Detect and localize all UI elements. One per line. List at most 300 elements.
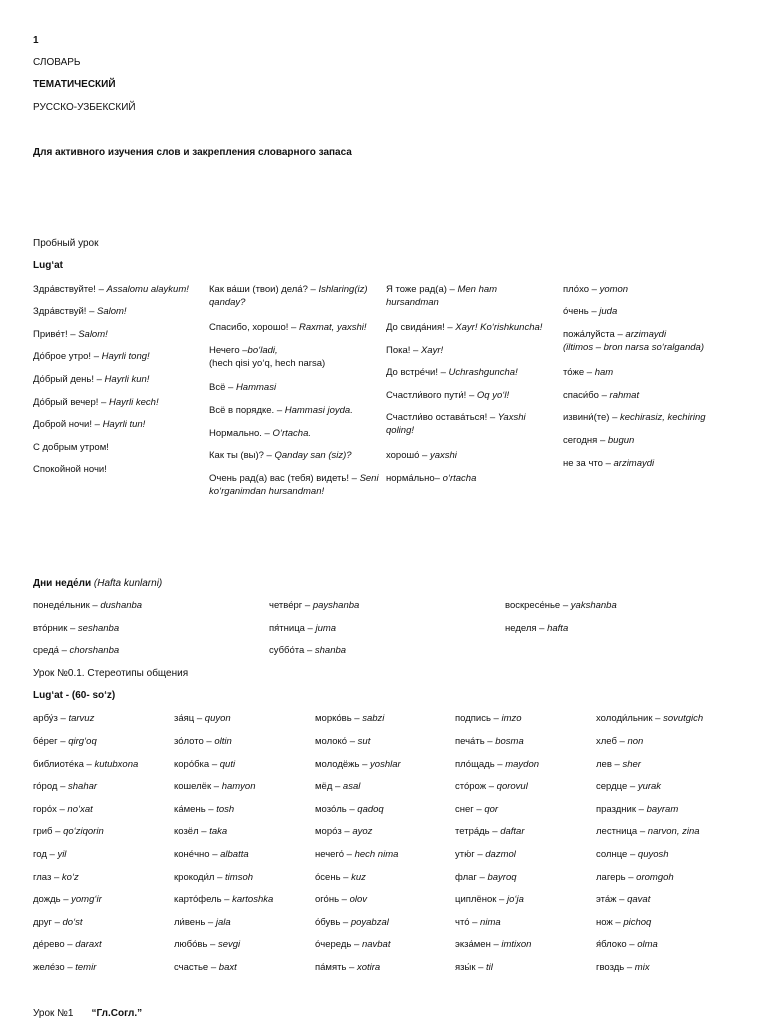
vocab-ru: бе́рег – — [33, 736, 69, 747]
vocab-uz: o‘rtacha — [442, 473, 477, 484]
vocab-uz: Qanday san (siz)? — [274, 450, 352, 461]
vocab-entry — [315, 848, 398, 861]
vocab-ru: Очень рад(а) вас (тебя) видеть! – — [209, 473, 360, 484]
vocab-ru: желе́зо – — [33, 962, 76, 973]
vocab-entry — [596, 893, 650, 906]
vocab-uz: temir — [75, 962, 97, 973]
vocab-uz: yomon — [599, 284, 629, 295]
vocab-entry — [455, 780, 528, 793]
vocab-entry — [455, 758, 539, 771]
vocab-ru: язы́к – — [455, 962, 487, 973]
vocab-entry — [315, 803, 384, 816]
vocab-ru: о́бувь – — [315, 917, 351, 928]
vocab-ru: сердце – — [596, 781, 638, 792]
vocab-ru: Доброй ночи! – — [33, 419, 103, 430]
vocab-entry — [596, 938, 658, 951]
vocab-ru: извини́(те) – — [563, 412, 620, 423]
vocab-ru: понеде́льник – — [33, 600, 101, 611]
vocab-entry — [563, 305, 738, 318]
vocab-uz: rahmat — [609, 390, 640, 401]
vocab-entry — [563, 283, 738, 296]
vocab-uz: dazmol — [485, 849, 516, 860]
vocab-uz: Men ham hursandman — [386, 284, 498, 308]
vocab-uz: Seni ko‘rganimdan hursandman! — [209, 473, 379, 497]
vocab-entry — [455, 735, 524, 748]
vocab-uz: chorshanba — [69, 645, 120, 656]
vocab-uz: imtixon — [501, 939, 532, 950]
vocab-uz: non — [627, 736, 644, 747]
vocab-uz: hamyon — [221, 781, 256, 792]
vocab-ru: С добрым утром! — [33, 442, 109, 453]
vocab-ru: пя́тница – — [269, 623, 316, 634]
vocab-uz: timsoh — [225, 872, 254, 883]
vocab-ru: о́чень – — [563, 306, 600, 317]
vocab-uz: narvon, zina — [647, 826, 700, 837]
doc-title-line3: РУССКО-УЗБЕКСКИЙ — [33, 102, 136, 113]
vocab-ru: го́род – — [33, 781, 69, 792]
lesson1-title: Урок №1 — [33, 1008, 74, 1019]
vocab-uz: hech nima — [354, 849, 399, 860]
vocab-ru: за́яц – — [174, 713, 205, 724]
vocab-ru: До́брый вечер! – — [33, 397, 109, 408]
vocab-entry — [563, 457, 738, 470]
vocab-ru: друг – — [33, 917, 63, 928]
vocab-ru: хорошо́ – — [386, 450, 430, 461]
vocab-entry — [563, 366, 738, 379]
vocab-uz: qadoq — [357, 804, 384, 815]
vocab-ru: сегодня – — [563, 435, 608, 446]
vocab-ru: нечего́ – — [315, 849, 355, 860]
vocab-ru: лагерь – — [596, 872, 637, 883]
vocab-entry — [315, 780, 360, 793]
vocab-ru: Счастли́во остава́ться! – — [386, 412, 498, 423]
vocab-ru: До́брое утро! – — [33, 351, 102, 362]
vocab-ru: о́сень – — [315, 872, 352, 883]
vocab-ru: Пока! – — [386, 345, 421, 356]
trial-lesson-heading: Lug‘at — [33, 260, 63, 271]
vocab-uz: shanba — [314, 645, 347, 656]
vocab-uz: no‘xat — [67, 804, 93, 815]
vocab-entry — [386, 449, 551, 462]
weekdays-heading-line — [33, 577, 162, 590]
vocab-uz: yakshanba — [570, 600, 617, 611]
vocab-ru: снег – — [455, 804, 485, 815]
vocab-ru: не за что – — [563, 458, 614, 469]
vocab-ru: спаси́бо – — [563, 390, 610, 401]
vocab-ru: Нечего – — [209, 345, 248, 356]
vocab-ru: Всё – — [209, 382, 236, 393]
vocab-entry — [315, 961, 380, 974]
vocab-ru: горо́х – — [33, 804, 68, 815]
vocab-entry — [269, 599, 359, 612]
vocab-uz: mix — [634, 962, 650, 973]
vocab-uz: yaxshi — [429, 450, 457, 461]
vocab-entry — [596, 758, 641, 771]
lesson1-subtitle: “Гл.Согл.” — [91, 1008, 143, 1019]
vocab-entry — [596, 871, 674, 884]
vocab-uz: tarvuz — [68, 713, 95, 724]
vocab-entry — [209, 427, 379, 440]
vocab-entry — [269, 622, 336, 635]
vocab-ru: счастье – — [174, 962, 219, 973]
vocab-entry — [269, 644, 346, 657]
vocab-uz: bo‘ladi, — [247, 345, 278, 356]
vocab-uz: asal — [342, 781, 361, 792]
vocab-ru: па́мять – — [315, 962, 357, 973]
vocab-uz: Oq yo‘l! — [476, 390, 510, 401]
trial-lesson-title: Пробный урок — [33, 238, 99, 249]
vocab-entry — [33, 848, 66, 861]
vocab-uz: Hayrli tong! — [101, 351, 150, 362]
vocab-entry — [174, 780, 256, 793]
vocab-ru: четве́рг – — [269, 600, 313, 611]
vocab-ru: любо́вь – — [174, 939, 218, 950]
vocab-entry — [455, 961, 493, 974]
vocab-uz: O‘rtacha. — [272, 428, 312, 439]
vocab-entry — [209, 449, 379, 462]
vocab-uz: yurak — [637, 781, 662, 792]
vocab-ru: Всё в порядке. – — [209, 405, 285, 416]
vocab-extra: (hech qisi yo‘q, hech narsa) — [209, 358, 326, 369]
vocab-entry — [505, 622, 568, 635]
vocab-entry — [596, 916, 651, 929]
vocab-uz: maydon — [505, 759, 540, 770]
vocab-ru: тетра́дь – — [455, 826, 501, 837]
vocab-ru: что́ – — [455, 917, 481, 928]
vocab-entry — [596, 712, 703, 725]
vocab-entry — [563, 389, 738, 402]
vocab-ru: суббо́та – — [269, 645, 315, 656]
vocab-ru: библиоте́ка – — [33, 759, 95, 770]
vocab-ru: Как ва́ши (твои) дела́? – — [209, 284, 319, 295]
vocab-uz: Uchrashguncha! — [448, 367, 518, 378]
vocab-entry — [174, 916, 231, 929]
vocab-uz: Hayrli kech! — [108, 397, 159, 408]
vocab-ru: экза́мен – — [455, 939, 502, 950]
vocab-uz: shahar — [68, 781, 98, 792]
vocab-uz: yoshlar — [370, 759, 401, 770]
vocab-ru: зо́лото – — [174, 736, 215, 747]
vocab-uz: Salom! — [97, 306, 127, 317]
vocab-ru: я́блоко – — [596, 939, 638, 950]
vocab-ru: о́чередь – — [315, 939, 362, 950]
vocab-ru: хлеб – — [596, 736, 628, 747]
vocab-entry — [33, 780, 97, 793]
vocab-uz: do‘st — [62, 917, 83, 928]
vocab-uz: xotira — [356, 962, 381, 973]
vocab-entry — [33, 803, 93, 816]
vocab-entry — [33, 622, 119, 635]
vocab-entry — [455, 825, 524, 838]
vocab-entry — [33, 441, 109, 454]
vocab-entry — [596, 825, 700, 838]
vocab-uz: Ishlaring(iz) qanday? — [209, 284, 368, 308]
vocab-uz: qor — [484, 804, 499, 815]
vocab-entry — [563, 411, 738, 424]
vocab-ru: Нормально. – — [209, 428, 273, 439]
vocab-uz: pichoq — [623, 917, 652, 928]
vocab-ru: пло́щадь – — [455, 759, 506, 770]
vocab-ru: де́рево – — [33, 939, 76, 950]
vocab-entry — [455, 893, 524, 906]
vocab-ru: Здра́вствуйте! – — [33, 284, 107, 295]
vocab-uz: kutubxona — [94, 759, 139, 770]
vocab-entry — [209, 321, 379, 334]
vocab-ru: циплёнок – — [455, 894, 507, 905]
vocab-ru: козёл – — [174, 826, 210, 837]
vocab-ru: дождь – — [33, 894, 72, 905]
vocab-uz: daftar — [500, 826, 525, 837]
vocab-entry — [174, 893, 273, 906]
vocab-entry — [596, 780, 661, 793]
vocab-uz: dushanba — [100, 600, 143, 611]
vocab-entry — [596, 735, 643, 748]
vocab-entry — [315, 916, 389, 929]
vocab-entry — [33, 396, 159, 409]
vocab-entry — [174, 961, 237, 974]
vocab-ru: вто́рник – — [33, 623, 78, 634]
vocab-entry — [315, 712, 384, 725]
vocab-uz: Raxmat, yaxshi! — [298, 322, 367, 333]
vocab-entry — [174, 848, 249, 861]
vocab-ru: ли́вень – — [174, 917, 216, 928]
vocab-uz: qorovul — [496, 781, 528, 792]
vocab-uz: sevgi — [217, 939, 241, 950]
vocab-entry — [33, 644, 119, 657]
vocab-entry — [455, 871, 517, 884]
vocab-ru: холоди́льник – — [596, 713, 664, 724]
vocab-entry — [315, 825, 372, 838]
vocab-uz: daraxt — [75, 939, 102, 950]
vocab-entry — [33, 871, 79, 884]
vocab-entry — [33, 712, 94, 725]
vocab-uz: Salom! — [78, 329, 108, 340]
vocab-ru: арбу́з – — [33, 713, 69, 724]
vocab-uz: til — [486, 962, 493, 973]
vocab-entry — [455, 938, 531, 951]
vocab-entry — [455, 712, 522, 725]
vocab-uz: hafta — [547, 623, 569, 634]
vocab-uz: baxt — [218, 962, 237, 973]
vocab-ru: мёд – — [315, 781, 343, 792]
vocab-uz: olov — [349, 894, 368, 905]
vocab-ru: карто́фель – — [174, 894, 233, 905]
vocab-extra: (iltimos – bron narsa so‘ralganda) — [563, 342, 704, 353]
vocab-ru: Счастли́вого пути́! – — [386, 390, 477, 401]
vocab-entry — [386, 344, 551, 357]
vocab-ru: гвоздь – — [596, 962, 635, 973]
vocab-entry — [33, 463, 107, 476]
vocab-entry — [174, 712, 231, 725]
vocab-uz: bosma — [495, 736, 524, 747]
vocab-ru: утю́г – — [455, 849, 486, 860]
vocab-uz: oltin — [214, 736, 232, 747]
vocab-ru: кошелёк – — [174, 781, 222, 792]
vocab-uz: quyon — [204, 713, 231, 724]
lesson1-title-line — [33, 1007, 142, 1020]
vocab-ru: сто́рож – — [455, 781, 497, 792]
vocab-entry — [33, 599, 142, 612]
vocab-entry — [174, 825, 227, 838]
vocab-uz: bugun — [607, 435, 635, 446]
vocab-ru: До свида́ния! – — [386, 322, 456, 333]
vocab-ru: глаз – — [33, 872, 62, 883]
vocab-ru: коне́чно – — [174, 849, 221, 860]
vocab-entry — [386, 389, 551, 402]
vocab-ru: праздник – — [596, 804, 647, 815]
vocab-ru: солнце – — [596, 849, 638, 860]
vocab-entry — [455, 848, 516, 861]
vocab-entry — [563, 328, 738, 354]
vocab-entry — [33, 305, 127, 318]
vocab-uz: Xayr! Ko‘rishkuncha! — [455, 322, 543, 333]
lesson01-heading: Lug‘at - (60- so‘z) — [33, 690, 116, 701]
vocab-uz: bayram — [646, 804, 679, 815]
vocab-entry — [315, 938, 390, 951]
weekdays-heading: Дни неде́ли — [33, 578, 92, 589]
vocab-entry — [33, 938, 102, 951]
vocab-entry — [33, 283, 189, 296]
vocab-uz: arzimaydi — [613, 458, 655, 469]
vocab-ru: моро́з – — [315, 826, 353, 837]
vocab-ru: неделя – — [505, 623, 548, 634]
vocab-entry — [315, 735, 370, 748]
vocab-entry — [386, 283, 551, 309]
vocab-entry — [315, 893, 367, 906]
vocab-entry — [455, 916, 501, 929]
vocab-ru: молоко́ – — [315, 736, 358, 747]
vocab-entry — [174, 803, 234, 816]
vocab-entry — [33, 961, 96, 974]
vocab-entry — [174, 938, 240, 951]
vocab-uz: jo‘ja — [506, 894, 524, 905]
vocab-uz: yil — [57, 849, 67, 860]
vocab-ru: морко́вь – — [315, 713, 363, 724]
vocab-entry — [209, 472, 379, 498]
vocab-entry — [33, 418, 145, 431]
vocab-uz: Hayrli kun! — [104, 374, 150, 385]
vocab-uz: jala — [215, 917, 231, 928]
vocab-ru: До встре́чи! – — [386, 367, 449, 378]
vocab-entry — [33, 350, 150, 363]
vocab-uz: tosh — [216, 804, 235, 815]
vocab-ru: Приве́т! – — [33, 329, 79, 340]
lesson01-title: Урок №0.1. Стереотипы общения — [33, 668, 189, 679]
vocab-entry — [505, 599, 617, 612]
vocab-entry — [386, 472, 551, 485]
vocab-entry — [596, 848, 669, 861]
vocab-uz: juma — [315, 623, 337, 634]
vocab-ru: нож – — [596, 917, 624, 928]
vocab-entry — [33, 328, 108, 341]
vocab-ru: год – — [33, 849, 58, 860]
vocab-uz: albatta — [220, 849, 249, 860]
vocab-uz: qo‘ziqorin — [63, 826, 104, 837]
vocab-ru: Спасибо, хорошо! – — [209, 322, 299, 333]
vocab-ru: мозо́ль – — [315, 804, 358, 815]
vocab-uz: imzo — [501, 713, 522, 724]
vocab-entry — [33, 735, 97, 748]
vocab-ru: флаг – — [455, 872, 488, 883]
vocab-uz: kartoshka — [232, 894, 274, 905]
vocab-uz: Hayrli tun! — [102, 419, 146, 430]
vocab-ru: крокоди́л – — [174, 872, 226, 883]
vocab-ru: До́брый день! – — [33, 374, 105, 385]
vocab-entry — [33, 758, 138, 771]
vocab-uz: olma — [637, 939, 658, 950]
vocab-entry — [33, 825, 104, 838]
vocab-uz: qavat — [627, 894, 651, 905]
vocab-uz: taka — [209, 826, 228, 837]
vocab-uz: payshanba — [312, 600, 360, 611]
vocab-entry — [33, 893, 102, 906]
vocab-entry — [315, 758, 401, 771]
vocab-uz: ko‘z — [61, 872, 79, 883]
doc-purpose: Для активного изучения слов и закрепления словарного запаса — [33, 147, 352, 158]
vocab-uz: sovutgich — [663, 713, 704, 724]
vocab-entry — [33, 916, 83, 929]
vocab-ru: пожа́луйста – — [563, 329, 626, 340]
vocab-ru: гриб – — [33, 826, 64, 837]
vocab-uz: juda — [599, 306, 618, 317]
vocab-ru: норма́льно– — [386, 473, 443, 484]
vocab-entry — [596, 803, 678, 816]
doc-title-line2: ТЕМАТИЧЕСКИЙ — [33, 79, 116, 90]
vocab-uz: Hammasi — [235, 382, 277, 393]
vocab-uz: Hammasi joyda. — [284, 405, 353, 416]
vocab-ru: коро́бка – — [174, 759, 220, 770]
vocab-entry — [174, 871, 253, 884]
vocab-ru: среда́ – — [33, 645, 70, 656]
weekdays-heading-uz: (Hafta kunlarni) — [93, 578, 163, 589]
vocab-uz: nima — [480, 917, 501, 928]
vocab-entry — [386, 321, 551, 334]
vocab-ru: лев – — [596, 759, 623, 770]
vocab-ru: печа́ть – — [455, 736, 496, 747]
vocab-entry — [315, 871, 366, 884]
vocab-entry — [209, 344, 379, 370]
vocab-ru: лестница – — [596, 826, 648, 837]
vocab-uz: kuz — [351, 872, 366, 883]
vocab-ru: Здра́вствуй! – — [33, 306, 97, 317]
vocab-uz: navbat — [361, 939, 391, 950]
vocab-uz: bayroq — [487, 872, 517, 883]
vocab-uz: arzimaydi — [625, 329, 667, 340]
vocab-uz: sut — [357, 736, 371, 747]
doc-title-line1: СЛОВАРЬ — [33, 57, 81, 68]
vocab-entry — [386, 411, 551, 437]
vocab-uz: yomg‘ir — [71, 894, 102, 905]
vocab-uz: poyabzal — [350, 917, 389, 928]
vocab-uz: ham — [594, 367, 614, 378]
vocab-ru: Спокойной ночи! — [33, 464, 107, 475]
vocab-uz: sher — [622, 759, 641, 770]
vocab-entry — [386, 366, 551, 379]
vocab-entry — [209, 283, 379, 309]
vocab-entry — [563, 434, 738, 447]
vocab-entry — [174, 735, 232, 748]
vocab-uz: Xayr! — [420, 345, 444, 356]
vocab-uz: qirg‘oq — [68, 736, 97, 747]
vocab-uz: seshanba — [77, 623, 120, 634]
vocab-ru: ого́нь – — [315, 894, 350, 905]
vocab-uz: quyosh — [637, 849, 669, 860]
vocab-uz: Assalomu alaykum! — [106, 284, 189, 295]
vocab-ru: воскресе́нье – — [505, 600, 571, 611]
vocab-uz: sabzi — [362, 713, 385, 724]
vocab-ru: то́же – — [563, 367, 595, 378]
vocab-ru: Как ты (вы)? – — [209, 450, 275, 461]
